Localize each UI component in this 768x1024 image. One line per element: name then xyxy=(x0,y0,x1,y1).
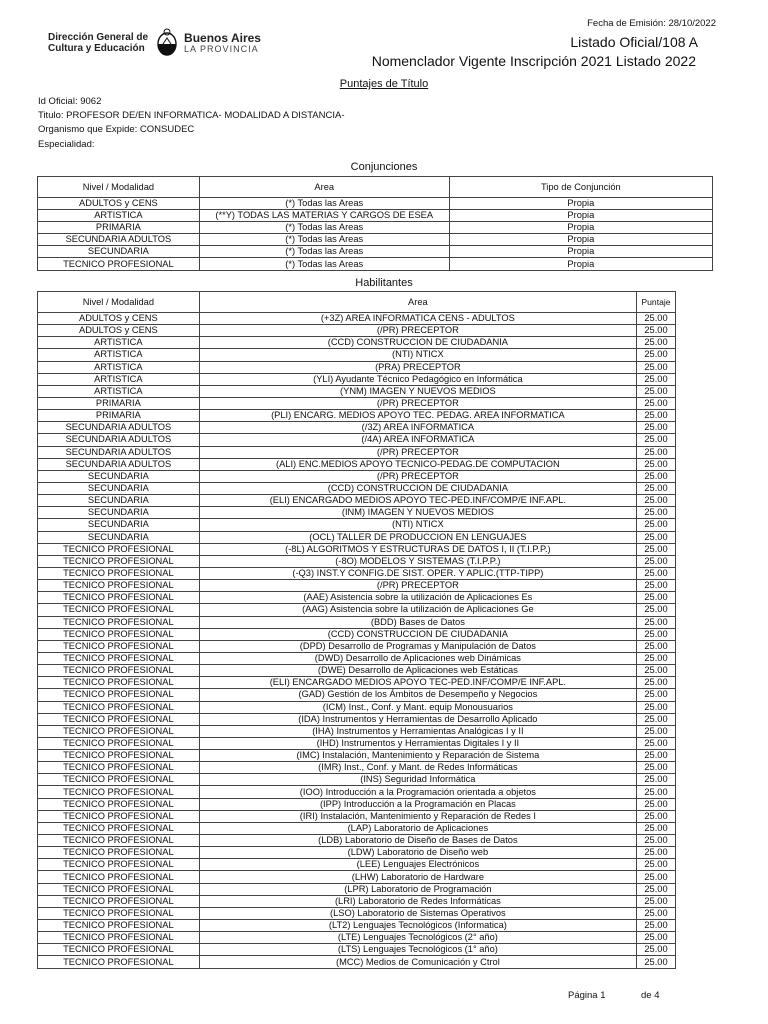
table-cell: Propia xyxy=(449,210,712,222)
table-cell: (AAE) Asistencia sobre la utilización de Aplicaciones Es xyxy=(199,592,636,604)
table-cell: ADULTOS y CENS xyxy=(38,325,200,337)
table-cell: ARTISTICA xyxy=(38,385,200,397)
table-cell: TECNICO PROFESIONAL xyxy=(38,604,200,616)
table-row xyxy=(38,434,676,446)
table-cell: 25.00 xyxy=(637,580,676,592)
table-cell: TECNICO PROFESIONAL xyxy=(38,883,200,895)
meta-organismo: Organismo que Expide: CONSUDEC xyxy=(38,124,195,135)
table-row xyxy=(38,222,713,234)
table-row xyxy=(38,555,676,567)
table-cell: SECUNDARIA ADULTOS xyxy=(38,434,200,446)
table-cell: (NTI) NTICX xyxy=(199,519,636,531)
table-row xyxy=(38,604,676,616)
table-row xyxy=(38,859,676,871)
table-cell: TECNICO PROFESIONAL xyxy=(38,628,200,640)
table-row xyxy=(38,677,676,689)
logo-ba-line1: Buenos Aires xyxy=(184,30,261,45)
table-cell: (CCD) CONSTRUCCION DE CIUDADANIA xyxy=(199,628,636,640)
table-cell: 25.00 xyxy=(637,385,676,397)
table-cell: (/PR) PRECEPTOR xyxy=(199,397,636,409)
table-cell: 25.00 xyxy=(637,847,676,859)
table-row xyxy=(38,883,676,895)
table-cell: SECUNDARIA xyxy=(38,470,200,482)
table-row xyxy=(38,531,676,543)
table-cell: TECNICO PROFESIONAL xyxy=(38,762,200,774)
table-cell: (LTS) Lenguajes Tecnológicos (1° año) xyxy=(199,944,636,956)
logo-ba-line2: LA PROVINCIA xyxy=(184,43,259,54)
table-cell: SECUNDARIA xyxy=(38,246,200,258)
table-cell: (LDW) Laboratorio de Diseño web xyxy=(199,847,636,859)
table-cell: (IRI) Instalación, Mantenimiento y Reparación de Redes I xyxy=(199,810,636,822)
table-cell: (YLI) Ayudante Técnico Pedagógico en Informática xyxy=(199,373,636,385)
table-cell: 25.00 xyxy=(637,956,676,968)
page-subtitle: Puntajes de Título xyxy=(339,78,429,90)
table-row xyxy=(38,325,676,337)
table-cell: SECUNDARIA xyxy=(38,507,200,519)
table-cell: TECNICO PROFESIONAL xyxy=(38,847,200,859)
table-row xyxy=(38,944,676,956)
table-cell: TECNICO PROFESIONAL xyxy=(38,835,200,847)
table-row xyxy=(38,580,676,592)
table-cell: TECNICO PROFESIONAL xyxy=(38,689,200,701)
table-row xyxy=(38,822,676,834)
table-cell: SECUNDARIA ADULTOS xyxy=(38,446,200,458)
table-cell: TECNICO PROFESIONAL xyxy=(38,907,200,919)
table-cell: (INS) Seguridad Informática xyxy=(199,774,636,786)
table-row xyxy=(38,750,676,762)
table-cell: (LDB) Laboratorio de Diseño de Bases de Datos xyxy=(199,835,636,847)
table-cell: ADULTOS y CENS xyxy=(38,198,200,210)
table-cell: (LEE) Lenguajes Electrónicos xyxy=(199,859,636,871)
table-cell: SECUNDARIA xyxy=(38,519,200,531)
table-cell: (/PR) PRECEPTOR xyxy=(199,325,636,337)
table-cell: TECNICO PROFESIONAL xyxy=(38,616,200,628)
table-cell: 25.00 xyxy=(637,337,676,349)
table-row xyxy=(38,871,676,883)
fecha-value: 28/10/2022 xyxy=(668,18,716,29)
table-cell: 25.00 xyxy=(637,325,676,337)
table-row xyxy=(38,701,676,713)
table-cell: 25.00 xyxy=(637,762,676,774)
table-cell: PRIMARIA xyxy=(38,222,200,234)
logo-dg xyxy=(48,32,148,54)
table-cell: (IMR) Inst., Conf. y Mant. de Redes Informáticas xyxy=(199,762,636,774)
table-row xyxy=(38,847,676,859)
table-cell: (IPP) Introducción a la Programación en Placas xyxy=(199,798,636,810)
table-cell: (-8O) MODELOS Y SISTEMAS (T.I.P.P.) xyxy=(199,555,636,567)
table-row xyxy=(38,567,676,579)
conjunciones-title: Conjunciones xyxy=(350,161,418,173)
table-cell: 25.00 xyxy=(637,677,676,689)
table-cell: (-Q3) INST.Y CONFIG.DE SIST. OPER. Y APLIC.(TTP-TIPP) xyxy=(199,567,636,579)
table-cell: 25.00 xyxy=(637,689,676,701)
table-row xyxy=(38,397,676,409)
table-cell: TECNICO PROFESIONAL xyxy=(38,871,200,883)
logo-dg-line1: Dirección General de xyxy=(48,32,149,43)
table-cell: 25.00 xyxy=(637,592,676,604)
table-cell: ARTISTICA xyxy=(38,361,200,373)
logo-dg-line2: Cultura y Educación xyxy=(48,43,145,54)
table-cell: TECNICO PROFESIONAL xyxy=(38,944,200,956)
table-row xyxy=(38,920,676,932)
table-cell: TECNICO PROFESIONAL xyxy=(38,895,200,907)
table-cell: 25.00 xyxy=(637,786,676,798)
table-cell: 25.00 xyxy=(637,313,676,325)
table-cell: TECNICO PROFESIONAL xyxy=(38,932,200,944)
table-cell: (ELI) ENCARGADO MEDIOS APOYO TEC-PED.INF/COMP/E INF.APL. xyxy=(199,495,636,507)
table-row xyxy=(38,198,713,210)
table-cell: Propia xyxy=(449,258,712,270)
table-row xyxy=(38,410,676,422)
table-row xyxy=(38,458,676,470)
table-cell: 25.00 xyxy=(637,835,676,847)
table-cell: 25.00 xyxy=(637,349,676,361)
page-number: Página 1 xyxy=(568,990,606,1001)
table-cell: 25.00 xyxy=(637,567,676,579)
table-cell: (MCC) Medios de Comunicación y Ctrol xyxy=(199,956,636,968)
table-cell: (**Y) TODAS LAS MATERIAS Y CARGOS DE ESEA xyxy=(199,210,449,222)
table-row xyxy=(38,774,676,786)
table-cell: (/PR) PRECEPTOR xyxy=(199,446,636,458)
table-cell: 25.00 xyxy=(637,737,676,749)
table-cell: ARTISTICA xyxy=(38,210,200,222)
table-cell: 25.00 xyxy=(637,628,676,640)
table-row xyxy=(38,640,676,652)
table-cell: 25.00 xyxy=(637,640,676,652)
table-cell: PRIMARIA xyxy=(38,397,200,409)
title-nomenclador: Nomenclador Vigente Inscripción 2021 Listado 2022 xyxy=(371,53,696,69)
table-cell: 25.00 xyxy=(637,944,676,956)
table-cell: 25.00 xyxy=(637,434,676,446)
table-cell: 25.00 xyxy=(637,458,676,470)
table-cell: (PLI) ENCARG. MEDIOS APOYO TEC. PEDAG. AREA INFORMATICA xyxy=(199,410,636,422)
table-cell: 25.00 xyxy=(637,932,676,944)
table-cell: (CCD) CONSTRUCCION DE CIUDADANIA xyxy=(199,337,636,349)
table-cell: 25.00 xyxy=(637,822,676,834)
habilitantes-title: Habilitantes xyxy=(355,277,413,289)
conjunciones-table xyxy=(37,176,713,271)
table-cell: ADULTOS y CENS xyxy=(38,313,200,325)
table-cell: (AAG) Asistencia sobre la utilización de Aplicaciones Ge xyxy=(199,604,636,616)
column-header: Area xyxy=(199,177,449,198)
table-cell: TECNICO PROFESIONAL xyxy=(38,592,200,604)
table-row xyxy=(38,762,676,774)
table-row xyxy=(38,422,676,434)
table-row xyxy=(38,798,676,810)
table-row xyxy=(38,349,676,361)
table-cell: TECNICO PROFESIONAL xyxy=(38,555,200,567)
table-row xyxy=(38,337,676,349)
table-cell: (/4A) AREA INFORMATICA xyxy=(199,434,636,446)
table-cell: (IDA) Instrumentos y Herramientas de Desarrollo Aplicado xyxy=(199,713,636,725)
table-cell: TECNICO PROFESIONAL xyxy=(38,567,200,579)
fecha-emision xyxy=(587,18,716,29)
table-cell: 25.00 xyxy=(637,410,676,422)
table-cell: 25.00 xyxy=(637,543,676,555)
table-cell: (LTE) Lenguajes Tecnológicos (2° año) xyxy=(199,932,636,944)
table-row xyxy=(38,543,676,555)
column-header: Tipo de Conjunción xyxy=(449,177,712,198)
table-cell: TECNICO PROFESIONAL xyxy=(38,640,200,652)
table-row xyxy=(38,507,676,519)
table-cell: 25.00 xyxy=(637,920,676,932)
table-cell: 25.00 xyxy=(637,907,676,919)
table-row xyxy=(38,361,676,373)
table-cell: 25.00 xyxy=(637,652,676,664)
table-cell: TECNICO PROFESIONAL xyxy=(38,956,200,968)
table-cell: 25.00 xyxy=(637,422,676,434)
table-cell: 25.00 xyxy=(637,665,676,677)
table-cell: (CCD) CONSTRUCCION DE CIUDADANIA xyxy=(199,482,636,494)
table-row xyxy=(38,835,676,847)
table-cell: 25.00 xyxy=(637,859,676,871)
table-row xyxy=(38,713,676,725)
table-cell: (IHD) Instrumentos y Herramientas Digitales I y II xyxy=(199,737,636,749)
table-row xyxy=(38,482,676,494)
table-cell: (NTI) NTICX xyxy=(199,349,636,361)
table-cell: 25.00 xyxy=(637,446,676,458)
table-cell: 25.00 xyxy=(637,725,676,737)
table-cell: ARTISTICA xyxy=(38,373,200,385)
table-header-row xyxy=(38,177,713,198)
table-row xyxy=(38,689,676,701)
table-cell: (LPR) Laboratorio de Programación xyxy=(199,883,636,895)
table-cell: (/PR) PRECEPTOR xyxy=(199,470,636,482)
table-cell: (IMC) Instalación, Mantenimiento y Reparación de Sistema xyxy=(199,750,636,762)
table-cell: TECNICO PROFESIONAL xyxy=(38,786,200,798)
table-cell: TECNICO PROFESIONAL xyxy=(38,774,200,786)
table-cell: 25.00 xyxy=(637,750,676,762)
table-cell: (*) Todas las Areas xyxy=(199,234,449,246)
table-cell: 25.00 xyxy=(637,470,676,482)
table-cell: 25.00 xyxy=(637,555,676,567)
table-cell: (GAD) Gestión de los Ámbitos de Desempeño y Negocios xyxy=(199,689,636,701)
table-row xyxy=(38,786,676,798)
column-header: Nivel / Modalidad xyxy=(38,292,200,313)
table-cell: (*) Todas las Areas xyxy=(199,258,449,270)
table-cell: TECNICO PROFESIONAL xyxy=(38,713,200,725)
table-cell: 25.00 xyxy=(637,871,676,883)
table-cell: (OCL) TALLER DE PRODUCCION EN LENGUAJES xyxy=(199,531,636,543)
table-cell: Propia xyxy=(449,198,712,210)
table-cell: PRIMARIA xyxy=(38,410,200,422)
table-cell: (DWD) Desarrollo de Aplicaciones web Dinámicas xyxy=(199,652,636,664)
table-cell: (LSO) Laboratorio de Sistemas Operativos xyxy=(199,907,636,919)
table-cell: (YNM) IMAGEN Y NUEVOS MEDIOS xyxy=(199,385,636,397)
table-cell: TECNICO PROFESIONAL xyxy=(38,652,200,664)
document-titles xyxy=(371,34,698,72)
habilitantes-table xyxy=(37,291,676,969)
table-cell: 25.00 xyxy=(637,604,676,616)
table-cell: 25.00 xyxy=(637,531,676,543)
table-header-row xyxy=(38,292,676,313)
table-cell: Propia xyxy=(449,234,712,246)
meta-id: Id Oficial: 9062 xyxy=(38,96,102,107)
table-cell: (*) Todas las Areas xyxy=(199,246,449,258)
table-row xyxy=(38,725,676,737)
table-cell: 25.00 xyxy=(637,373,676,385)
table-cell: 25.00 xyxy=(637,798,676,810)
table-cell: (LAP) Laboratorio de Aplicaciones xyxy=(199,822,636,834)
table-row xyxy=(38,258,713,270)
table-cell: Propia xyxy=(449,222,712,234)
table-row xyxy=(38,956,676,968)
table-cell: (LRI) Laboratorio de Redes Informáticas xyxy=(199,895,636,907)
table-row xyxy=(38,628,676,640)
table-row xyxy=(38,652,676,664)
table-cell: (*) Todas las Areas xyxy=(199,222,449,234)
title-listado: Listado Oficial/108 A xyxy=(570,34,698,50)
table-cell: 25.00 xyxy=(637,713,676,725)
table-cell: SECUNDARIA xyxy=(38,495,200,507)
table-cell: (DPD) Desarrollo de Programas y Manipulación de Datos xyxy=(199,640,636,652)
table-cell: (ALI) ENC.MEDIOS APOYO TECNICO-PEDAG.DE COMPUTACION xyxy=(199,458,636,470)
table-row xyxy=(38,519,676,531)
column-header: Nivel / Modalidad xyxy=(38,177,200,198)
table-row xyxy=(38,895,676,907)
table-cell: TECNICO PROFESIONAL xyxy=(38,543,200,555)
table-row xyxy=(38,932,676,944)
table-cell: TECNICO PROFESIONAL xyxy=(38,665,200,677)
table-cell: ARTISTICA xyxy=(38,337,200,349)
table-cell: TECNICO PROFESIONAL xyxy=(38,822,200,834)
table-cell: 25.00 xyxy=(637,495,676,507)
table-row xyxy=(38,234,713,246)
table-cell: TECNICO PROFESIONAL xyxy=(38,810,200,822)
table-cell: TECNICO PROFESIONAL xyxy=(38,920,200,932)
meta-especialidad: Especialidad: xyxy=(38,139,95,150)
table-cell: (-8L) ALGORITMOS Y ESTRUCTURAS DE DATOS I, II (T.I.P.P.) xyxy=(199,543,636,555)
table-cell: SECUNDARIA ADULTOS xyxy=(38,458,200,470)
table-row xyxy=(38,495,676,507)
fecha-label: Fecha de Emisión: xyxy=(587,18,666,29)
table-cell: (ELI) ENCARGADO MEDIOS APOYO TEC-PED.INF/COMP/E INF.APL. xyxy=(199,677,636,689)
table-cell: 25.00 xyxy=(637,701,676,713)
table-cell: TECNICO PROFESIONAL xyxy=(38,258,200,270)
table-cell: TECNICO PROFESIONAL xyxy=(38,737,200,749)
table-cell: 25.00 xyxy=(637,397,676,409)
table-cell: 25.00 xyxy=(637,774,676,786)
logo xyxy=(48,28,261,58)
table-cell: (IOO) Introducción a la Programación orientada a objetos xyxy=(199,786,636,798)
table-row xyxy=(38,446,676,458)
table-cell: TECNICO PROFESIONAL xyxy=(38,798,200,810)
table-cell: SECUNDARIA ADULTOS xyxy=(38,234,200,246)
table-cell: (ICM) Inst., Conf. y Mant. equip Monousuarios xyxy=(199,701,636,713)
table-cell: 25.00 xyxy=(637,519,676,531)
table-cell: (*) Todas las Areas xyxy=(199,198,449,210)
table-cell: TECNICO PROFESIONAL xyxy=(38,859,200,871)
table-cell: (DWE) Desarrollo de Aplicaciones web Estáticas xyxy=(199,665,636,677)
meta-titulo: Titulo: PROFESOR DE/EN INFORMATICA- MODALIDAD A DISTANCIA- xyxy=(38,110,345,121)
table-row xyxy=(38,373,676,385)
table-cell: (PRA) PRECEPTOR xyxy=(199,361,636,373)
table-cell: (/PR) PRECEPTOR xyxy=(199,580,636,592)
table-row xyxy=(38,470,676,482)
table-cell: (LT2) Lenguajes Tecnológicos (Informatica) xyxy=(199,920,636,932)
table-cell: 25.00 xyxy=(637,810,676,822)
table-row xyxy=(38,246,713,258)
column-header: Area xyxy=(199,292,636,313)
table-row xyxy=(38,616,676,628)
page-total: de 4 xyxy=(641,990,660,1001)
table-cell: (IHA) Instrumentos y Herramientas Analógicas I y II xyxy=(199,725,636,737)
table-row xyxy=(38,210,713,222)
table-cell: (/3Z) AREA INFORMATICA xyxy=(199,422,636,434)
logo-ba xyxy=(184,32,261,55)
table-cell: TECNICO PROFESIONAL xyxy=(38,725,200,737)
table-cell: (BDD) Bases de Datos xyxy=(199,616,636,628)
table-row xyxy=(38,592,676,604)
table-cell: TECNICO PROFESIONAL xyxy=(38,750,200,762)
table-cell: 25.00 xyxy=(637,616,676,628)
table-row xyxy=(38,810,676,822)
table-row xyxy=(38,385,676,397)
table-cell: (LHW) Laboratorio de Hardware xyxy=(199,871,636,883)
table-row xyxy=(38,665,676,677)
column-header: Puntaje xyxy=(637,292,676,313)
table-row xyxy=(38,907,676,919)
table-cell: (+3Z) AREA INFORMATICA CENS - ADULTOS xyxy=(199,313,636,325)
table-cell: 25.00 xyxy=(637,895,676,907)
table-cell: Propia xyxy=(449,246,712,258)
table-cell: 25.00 xyxy=(637,883,676,895)
table-cell: SECUNDARIA ADULTOS xyxy=(38,422,200,434)
table-cell: 25.00 xyxy=(637,482,676,494)
table-cell: SECUNDARIA xyxy=(38,531,200,543)
table-row xyxy=(38,737,676,749)
table-cell: (INM) IMAGEN Y NUEVOS MEDIOS xyxy=(199,507,636,519)
table-cell: 25.00 xyxy=(637,507,676,519)
table-cell: 25.00 xyxy=(637,361,676,373)
table-cell: SECUNDARIA xyxy=(38,482,200,494)
table-cell: ARTISTICA xyxy=(38,349,200,361)
provincial-shield-icon xyxy=(156,28,178,58)
table-row xyxy=(38,313,676,325)
table-cell: TECNICO PROFESIONAL xyxy=(38,701,200,713)
table-cell: TECNICO PROFESIONAL xyxy=(38,677,200,689)
table-cell: TECNICO PROFESIONAL xyxy=(38,580,200,592)
